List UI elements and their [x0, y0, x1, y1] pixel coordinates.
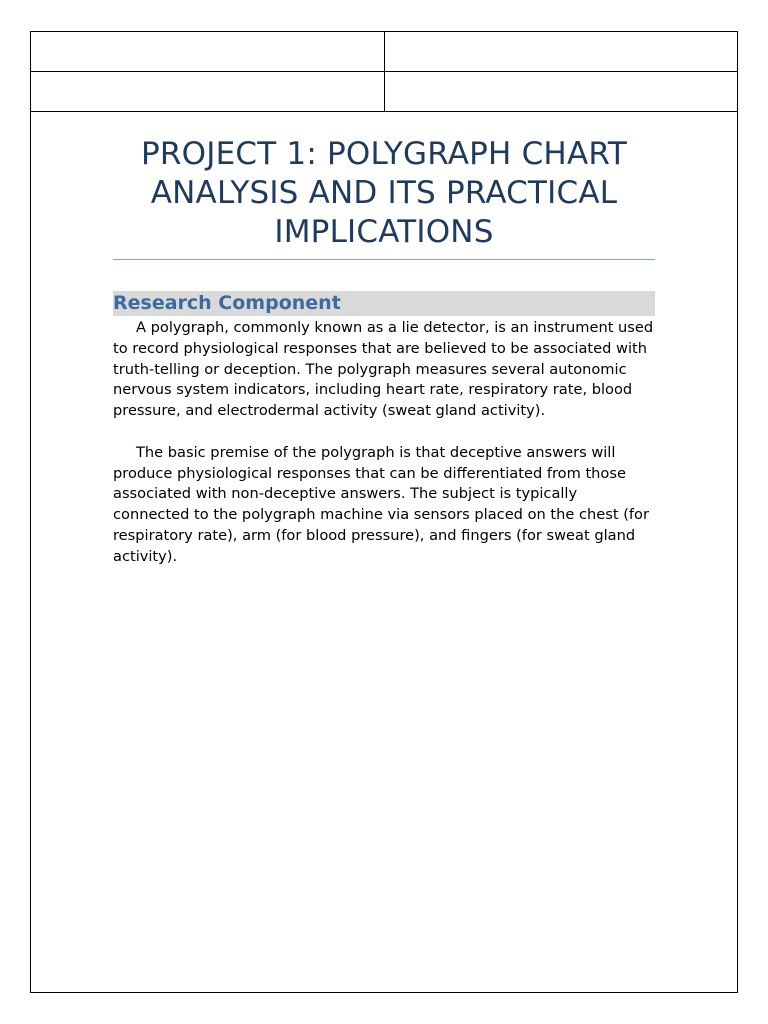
header-row [31, 32, 737, 72]
document-title: PROJECT 1: POLYGRAPH CHART ANALYSIS AND ITS PRACTICAL IMPLICATIONS [141, 136, 627, 250]
header-cell[interactable] [384, 32, 737, 72]
header-cell[interactable] [31, 32, 384, 72]
header-row [31, 72, 737, 112]
body-paragraph: A polygraph, commonly known as a lie detector, is an instrument used to record physiological responses that are believed to be associated with truth-telling or deception. The polygraph measures several autonomic nervous system indicators, including heart rate, respiratory rate, blood pressure, and electrodermal activity (sweat gland activity). [113, 319, 654, 420]
header-cell[interactable] [384, 72, 737, 112]
title-divider [113, 259, 655, 260]
header-cell[interactable] [31, 72, 384, 112]
section-heading: Research Component [113, 291, 655, 316]
header-table [31, 32, 737, 112]
body-paragraph: The basic premise of the polygraph is that deceptive answers will produce physiological responses that can be differentiated from those associated with non-deceptive answers. The subject is typically connected to the polygraph machine via sensors placed on the chest (for respiratory rate), arm (for blood pressure), and fingers (for sweat gland activity). [113, 443, 649, 565]
document-body [113, 135, 655, 568]
